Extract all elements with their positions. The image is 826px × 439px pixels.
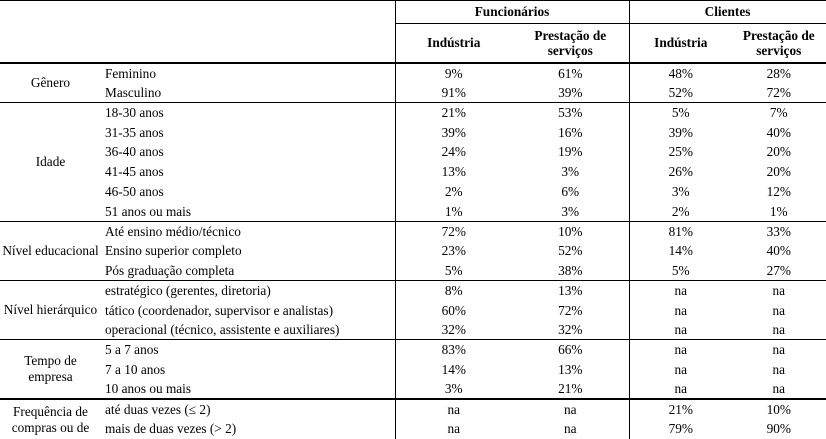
value-cell: 6% [512, 182, 629, 202]
value-cell: 72% [512, 300, 629, 320]
table-row [0, 83, 826, 103]
table-row [0, 182, 826, 202]
value-cell: 19% [512, 142, 629, 162]
value-cell: 20% [732, 162, 826, 182]
header-clientes-prestacao: Prestação de serviços [732, 23, 826, 63]
header-row-groups [0, 1, 826, 24]
row-label: estratégico (gerentes, diretoria) [101, 281, 395, 301]
row-label: 10 anos ou mais [101, 379, 395, 399]
table-row [0, 162, 826, 182]
value-cell: 32% [512, 320, 629, 340]
header-funcionarios: Funcionários [395, 1, 629, 24]
value-cell: 81% [629, 221, 732, 241]
value-cell: 16% [512, 122, 629, 142]
value-cell: na [732, 281, 826, 301]
row-label: até duas vezes (≤ 2) [101, 399, 395, 419]
table-row [0, 241, 826, 261]
value-cell: 79% [668, 421, 693, 437]
value-cell: 72% [395, 221, 512, 241]
value-cell: 66% [512, 340, 629, 360]
value-cell: 9% [444, 65, 463, 81]
value-cell: 83% [395, 340, 512, 360]
header-funcionarios-industria: Indústria [395, 23, 512, 63]
value-cell: na [732, 340, 826, 360]
value-cell: 61% [512, 63, 629, 83]
value-cell: 33% [732, 221, 826, 241]
value-cell: na [732, 379, 826, 399]
header-clientes-industria: Indústria [629, 23, 732, 63]
table-row [0, 261, 826, 281]
table-row [0, 360, 826, 380]
row-label: mais de duas vezes (> 2) [101, 419, 395, 439]
value-cell: 23% [441, 243, 466, 259]
value-cell: 27% [732, 261, 826, 281]
value-cell: 39% [668, 124, 693, 140]
header-funcionarios-prestacao: Prestação de serviços [512, 23, 629, 63]
table-row [0, 320, 826, 340]
category-label: Nível hierárquico [0, 281, 101, 340]
table-row [0, 202, 826, 222]
row-label: Ensino superior completo [101, 241, 395, 261]
row-label: 18-30 anos [101, 103, 395, 123]
value-cell: 90% [732, 419, 826, 439]
value-cell: na [395, 399, 512, 419]
value-cell: 1% [444, 203, 463, 219]
value-cell: 3% [671, 183, 690, 199]
value-cell: 24% [441, 144, 466, 160]
category-label: Tempo de empresa [0, 340, 101, 399]
value-cell: 13% [512, 360, 629, 380]
value-cell: 21% [629, 399, 732, 419]
value-cell: na [732, 320, 826, 340]
table-row [0, 221, 826, 241]
row-label: 46-50 anos [101, 182, 395, 202]
value-cell: 32% [441, 322, 466, 338]
table-row [0, 399, 826, 419]
row-label: 51 anos ou mais [101, 202, 395, 222]
value-cell: na [732, 360, 826, 380]
value-cell: na [629, 281, 732, 301]
table-row [0, 122, 826, 142]
header-clientes: Clientes [629, 1, 826, 24]
value-cell: 21% [512, 379, 629, 399]
value-cell: 21% [395, 103, 512, 123]
header-row-sectors [0, 23, 826, 63]
value-cell: 7% [732, 103, 826, 123]
value-cell: na [512, 419, 629, 439]
value-cell: 3% [512, 162, 629, 182]
header-corner-lower [0, 23, 395, 63]
table-row [0, 300, 826, 320]
value-cell: 53% [512, 103, 629, 123]
table-row [0, 379, 826, 399]
value-cell: na [732, 300, 826, 320]
category-label: Nível educacional [0, 221, 101, 280]
value-cell: na [674, 322, 688, 338]
value-cell: 14% [668, 243, 693, 259]
value-cell: 40% [732, 241, 826, 261]
value-cell: 10% [732, 399, 826, 419]
header-corner [0, 1, 395, 24]
row-label: 41-45 anos [101, 162, 395, 182]
row-label: Pós graduação completa [101, 261, 395, 281]
value-cell: na [629, 340, 732, 360]
value-cell: na [512, 399, 629, 419]
value-cell: na [674, 302, 688, 318]
category-label: Frequência de compras ou de [0, 399, 101, 439]
value-cell: 38% [512, 261, 629, 281]
value-cell: 10% [512, 221, 629, 241]
row-label: Feminino [101, 63, 395, 83]
value-cell: na [447, 421, 461, 437]
value-cell: 39% [512, 83, 629, 103]
value-cell: 60% [441, 302, 466, 318]
value-cell: 20% [732, 142, 826, 162]
value-cell: 52% [512, 241, 629, 261]
row-label: tático (coordenador, supervisor e analistas) [101, 300, 395, 320]
table-row [0, 103, 826, 123]
value-cell: 2% [444, 183, 463, 199]
value-cell: 5% [444, 262, 463, 278]
value-cell: 5% [671, 262, 690, 278]
value-cell: 5% [629, 103, 732, 123]
table-row [0, 63, 826, 83]
row-label: 36-40 anos [101, 142, 395, 162]
value-cell: 39% [441, 124, 466, 140]
table-row [0, 142, 826, 162]
value-cell: 40% [732, 122, 826, 142]
value-cell: 28% [732, 63, 826, 83]
value-cell: 3% [444, 381, 463, 397]
row-label: 7 a 10 anos [101, 360, 395, 380]
value-cell: 72% [732, 83, 826, 103]
value-cell: 13% [512, 281, 629, 301]
category-label: Gênero [30, 75, 71, 91]
table-row [0, 340, 826, 360]
value-cell: 48% [668, 65, 693, 81]
table-row [0, 419, 826, 439]
value-cell: 25% [668, 144, 693, 160]
value-cell: na [674, 381, 688, 397]
value-cell: 8% [395, 281, 512, 301]
value-cell: 14% [441, 361, 466, 377]
row-label: Masculino [101, 83, 395, 103]
value-cell: 26% [668, 164, 693, 180]
category-label: Idade [0, 103, 101, 222]
value-cell: 3% [512, 202, 629, 222]
value-cell: 91% [441, 84, 466, 100]
value-cell: na [674, 361, 688, 377]
value-cell: 1% [732, 202, 826, 222]
row-label: Até ensino médio/técnico [101, 221, 395, 241]
table-row [0, 281, 826, 301]
value-cell: 2% [671, 203, 690, 219]
row-label: 5 a 7 anos [101, 340, 395, 360]
row-label: 31-35 anos [101, 122, 395, 142]
row-label: operacional (técnico, assistente e auxiliares) [101, 320, 395, 340]
value-cell: 52% [668, 84, 693, 100]
value-cell: 13% [441, 164, 466, 180]
value-cell: 12% [732, 182, 826, 202]
